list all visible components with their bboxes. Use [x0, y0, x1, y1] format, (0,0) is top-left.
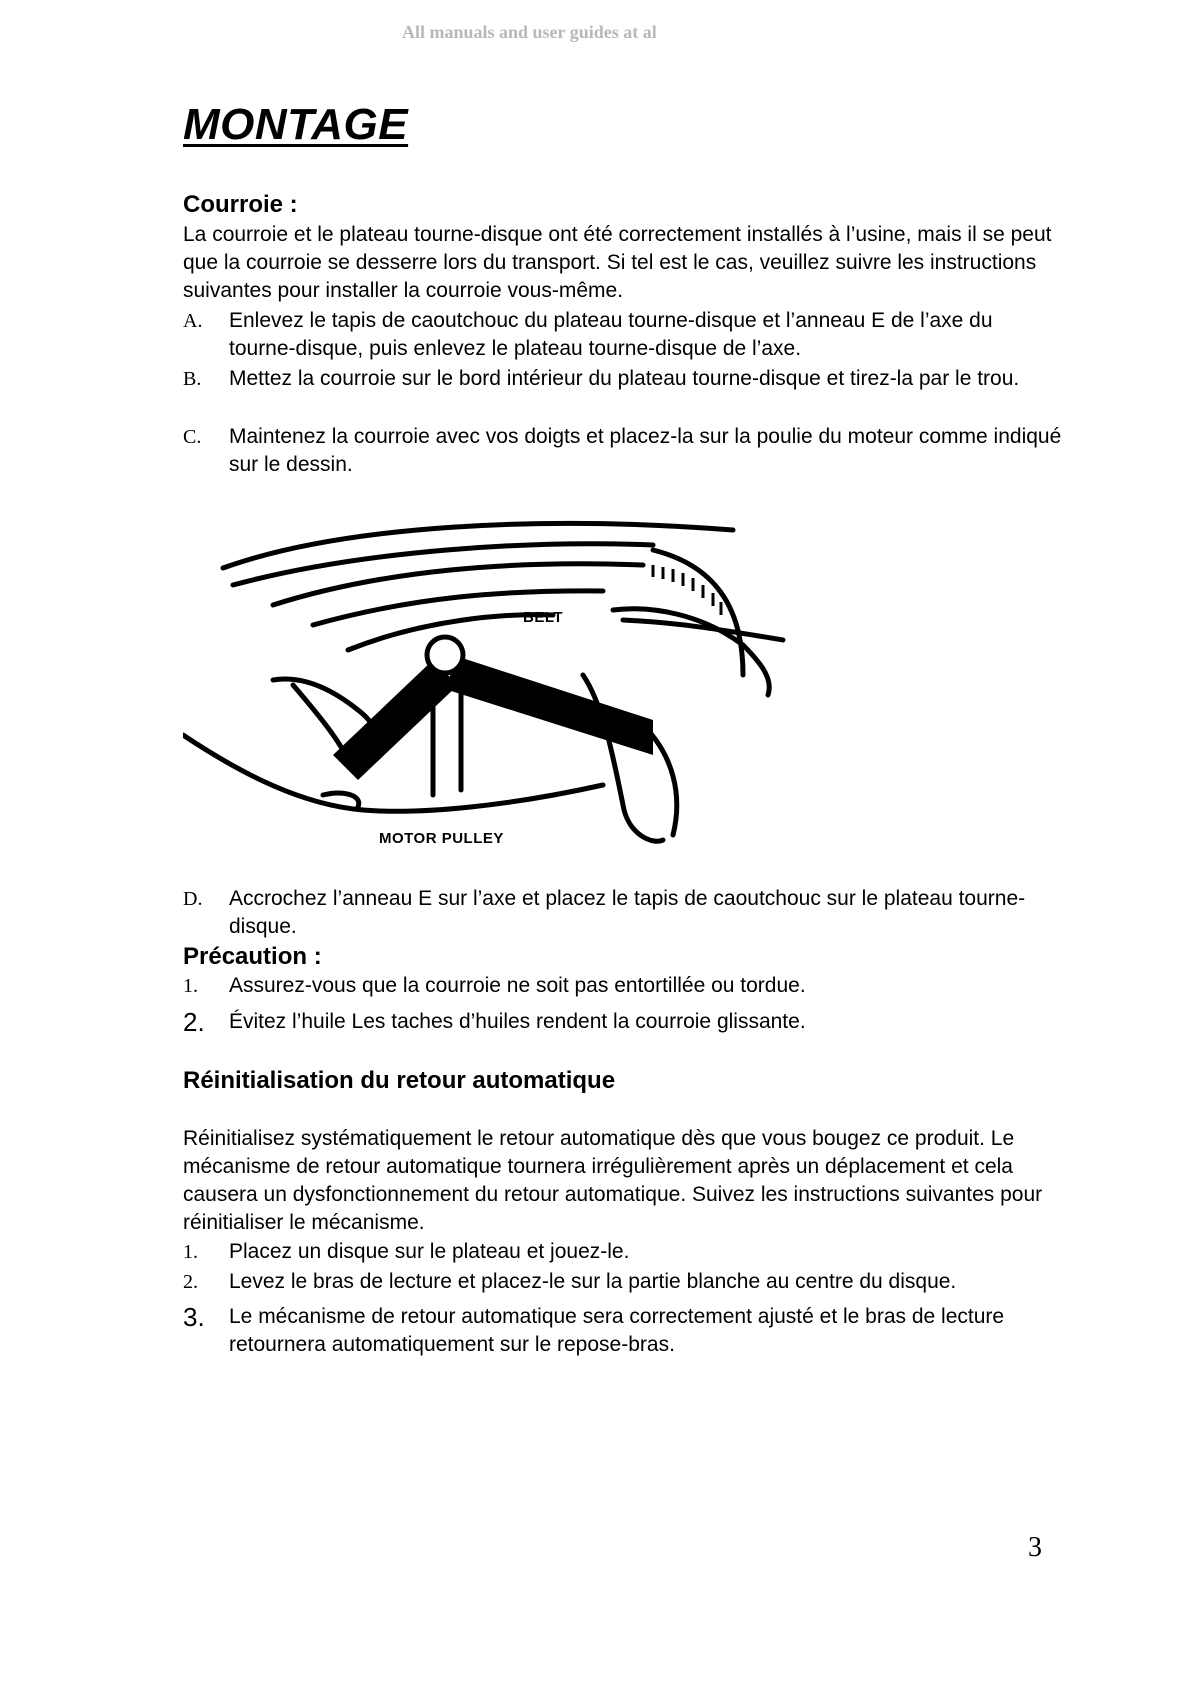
step-d — [183, 885, 1063, 941]
page-number: 3 — [1028, 1532, 1042, 1563]
motor-pulley-head — [427, 637, 463, 673]
step-c-marker: C. — [183, 426, 202, 448]
precaution-heading: Précaution : — [183, 943, 322, 970]
autoreturn-item-2 — [183, 1268, 1063, 1296]
step-d-marker: D. — [183, 888, 203, 910]
step-a-text: Enlevez le tapis de caoutchouc du plateau tourne-disque et l’anneau E de l’axe du tourne-disque, puis enlevez le plateau tourne-disque de l’axe. — [229, 309, 993, 360]
motor-pulley-label: MOTOR PULLEY — [379, 830, 504, 847]
platter-ridges — [653, 565, 721, 615]
autoreturn-item-2-text: Levez le bras de lecture et placez-le sur la partie blanche au centre du disque. — [229, 1270, 957, 1293]
step-b — [183, 365, 1063, 393]
precaution-item-2-marker: 2. — [183, 1007, 205, 1037]
step-c — [183, 423, 1063, 479]
belt-installation-drawing — [183, 505, 823, 850]
step-c-text: Maintenez la courroie avec vos doigts et placez-la sur la poulie du moteur comme indiqué sur le dessin. — [229, 425, 1062, 476]
precaution-item-1-text: Assurez-vous que la courroie ne soit pas entortillée ou tordue. — [229, 974, 806, 997]
autoreturn-item-1 — [183, 1238, 1063, 1266]
page-title: MONTAGE — [183, 100, 409, 149]
autoreturn-item-3-text: Le mécanisme de retour automatique sera correctement ajusté et le bras de lecture retournera automatiquement sur le repose-bras. — [229, 1305, 1005, 1356]
step-a — [183, 307, 1063, 363]
belt-heading: Courroie : — [183, 191, 298, 218]
autoreturn-heading: Réinitialisation du retour automatique — [183, 1067, 616, 1094]
precaution-item-1 — [183, 972, 1063, 1000]
autoreturn-intro: Réinitialisez systématiquement le retour automatique dès que vous bougez ce produit. Le mécanisme de retour automatique tournera irrégulièrement après un déplacement et cela causera un dysfonctionnement du retour automatique. Suivez les instructions suivantes pour réinitialiser le mécanisme. — [183, 1127, 1043, 1234]
autoreturn-item-3-marker: 3. — [183, 1302, 205, 1332]
belt-installation-figure — [183, 505, 823, 850]
step-b-text: Mettez la courroie sur le bord intérieur du plateau tourne-disque et tirez-la par le trou. — [229, 367, 1020, 390]
autoreturn-item-3 — [183, 1303, 1063, 1359]
watermark-text: All manuals and user guides at al — [402, 22, 657, 42]
autoreturn-item-1-text: Placez un disque sur le plateau et jouez-le. — [229, 1240, 630, 1263]
step-b-marker: B. — [183, 368, 202, 390]
precaution-item-2 — [183, 1008, 1063, 1036]
step-a-marker: A. — [183, 310, 203, 332]
precaution-item-1-marker: 1. — [183, 975, 198, 997]
step-d-text: Accrochez l’anneau E sur l’axe et placez le tapis de caoutchouc sur le plateau tourne-disque. — [229, 887, 1026, 938]
autoreturn-item-1-marker: 1. — [183, 1241, 198, 1263]
finger-right — [583, 675, 663, 841]
autoreturn-item-2-marker: 2. — [183, 1271, 198, 1293]
precaution-item-2-text: Évitez l’huile Les taches d’huiles rendent la courroie glissante. — [229, 1010, 806, 1033]
belt-label: BELT — [523, 609, 564, 626]
belt-band-left — [333, 660, 458, 780]
belt-band-right — [448, 655, 653, 755]
belt-intro: La courroie et le plateau tourne-disque ont été correctement installés à l’usine, mais il se peut que la courroie se desserre lors du transport. Si tel est le cas, veuillez suivre les instructions suivantes pour installer la courroie vous-même. — [183, 223, 1052, 302]
